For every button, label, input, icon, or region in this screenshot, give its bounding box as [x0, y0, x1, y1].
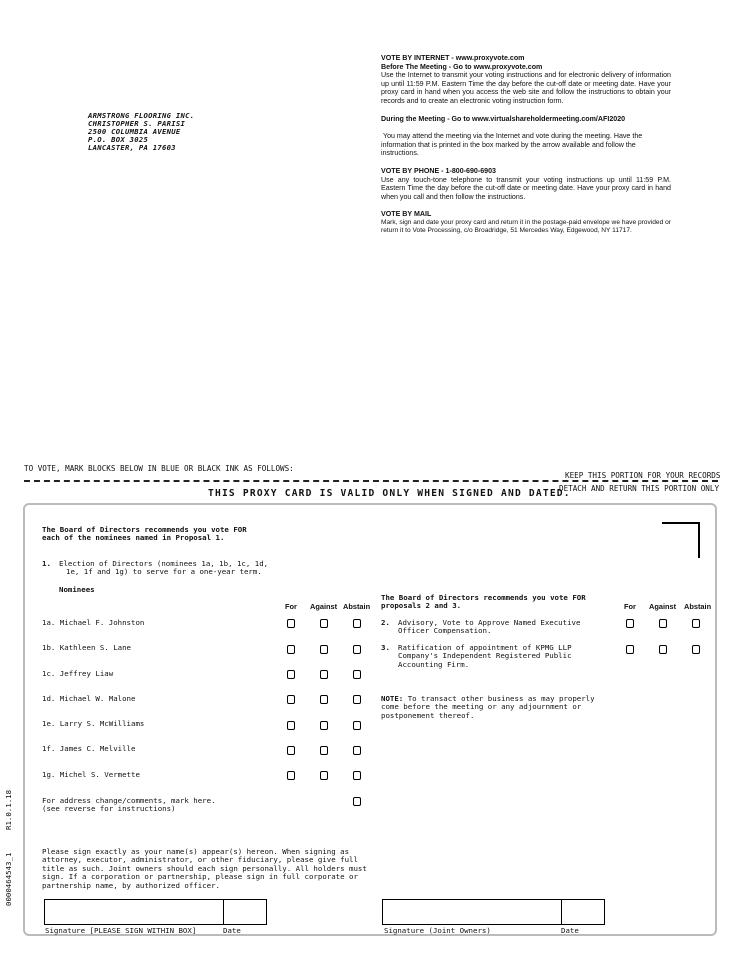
proposal-line: Election of Directors (nominees 1a, 1b, 1c, 1d,: [59, 559, 269, 568]
checkbox-1d-for[interactable]: [287, 695, 295, 704]
checkbox-1e-for[interactable]: [287, 721, 295, 730]
joint-signature-box[interactable]: [382, 899, 605, 925]
checkbox-3-against[interactable]: [659, 645, 667, 654]
vote-mail-title: VOTE BY MAIL: [381, 210, 432, 219]
note-line: postponement thereof.: [381, 710, 475, 720]
board-rec-line: The Board of Directors recommends you vote FOR: [42, 525, 247, 534]
proposal-line: Advisory, Vote to Approve Named Executive: [398, 618, 581, 627]
note-label: NOTE:: [381, 694, 404, 703]
proposal-line: Accounting Firm.: [398, 659, 470, 669]
proposal-number: 1.: [42, 559, 51, 568]
before-meeting-title: Before The Meeting - Go to www.proxyvote.com: [381, 62, 543, 71]
nominee-1d: 1d. Michael W. Malone: [42, 694, 136, 703]
side-rev-code: R1.0.1.18: [4, 789, 13, 830]
checkbox-1e-abstain[interactable]: [353, 721, 361, 730]
checkbox-1b-abstain[interactable]: [353, 645, 361, 654]
corner-mark: [662, 522, 700, 558]
sign-instructions-line: sign. If a corporation or partnership, please sign in full corporate or: [42, 872, 358, 882]
before-meeting-text: Use the Internet to transmit your voting instructions and for electronic delivery of information up until 11:59 P.M. Eastern Time the day before the cut-off date or meeting date. Have your proxy card in hand when you access the web site and follow the instructions to obtain your records and to create an electronic voting instruction form.: [381, 71, 671, 105]
date-divider: [223, 900, 224, 924]
proposal-line: Ratification of appointment of KPMG LLP: [398, 643, 572, 652]
col-against-right: Against: [649, 602, 677, 611]
checkbox-1e-against[interactable]: [320, 721, 328, 730]
nominees-label: Nominees: [59, 585, 95, 594]
checkbox-3-for[interactable]: [626, 645, 634, 654]
checkbox-1c-abstain[interactable]: [353, 670, 361, 679]
checkbox-1d-abstain[interactable]: [353, 695, 361, 704]
proposal-1-text: [59, 560, 268, 577]
checkbox-1g-for[interactable]: [287, 771, 295, 780]
side-doc-code: 0000464543_1: [4, 852, 13, 906]
col-against: Against: [310, 602, 338, 611]
nominee-1b: 1b. Kathleen S. Lane: [42, 643, 131, 652]
date-label: Date: [223, 926, 241, 935]
board-recommendation-2: [381, 594, 586, 611]
proposal-line: Company's Independent Registered Public: [398, 651, 572, 661]
address-change-text: [42, 797, 216, 814]
proposal-line: Officer Compensation.: [398, 626, 492, 636]
voting-instructions: [381, 54, 671, 235]
note-line: come before the meeting or any adjournment or: [381, 702, 582, 712]
nominee-1c: 1c. Jeffrey Liaw: [42, 669, 114, 678]
proposal-1: [42, 560, 51, 568]
sign-instructions-line: attorney, executor, administrator, or other fiduciary, please give full: [42, 855, 358, 865]
sign-instructions-line: Please sign exactly as your name(s) appear(s) hereon. When signing as: [42, 847, 350, 856]
keep-portion-label: KEEP THIS PORTION FOR YOUR RECORDS: [565, 471, 721, 480]
address-line: LANCASTER, PA 17603: [88, 143, 176, 152]
board-recommendation-1: [42, 526, 247, 543]
sign-instructions-line: title as such. Joint owners should each sign personally. All holders must: [42, 863, 367, 873]
address-line: 2500 COLUMBIA AVENUE: [88, 127, 181, 136]
col-for-right: For: [624, 602, 636, 611]
col-for: For: [285, 602, 297, 611]
proposal-line: 1e, 1f and 1g) to serve for a one-year term.: [66, 567, 262, 577]
checkbox-1c-against[interactable]: [320, 670, 328, 679]
checkbox-address-change[interactable]: [353, 797, 361, 806]
vote-phone-title: VOTE BY PHONE - 1-800-690-6903: [381, 166, 496, 175]
checkbox-1b-for[interactable]: [287, 645, 295, 654]
checkbox-1a-for[interactable]: [287, 619, 295, 628]
checkbox-2-for[interactable]: [626, 619, 634, 628]
address-change-line: (see reverse for instructions): [42, 804, 176, 814]
proposal-2-text: [398, 619, 580, 636]
checkbox-1d-against[interactable]: [320, 695, 328, 704]
valid-notice: THIS PROXY CARD IS VALID ONLY WHEN SIGNED AND DATED.: [208, 488, 571, 499]
detach-portion-label: DETACH AND RETURN THIS PORTION ONLY: [559, 484, 720, 493]
checkbox-1f-against[interactable]: [320, 746, 328, 755]
board-rec-line: The Board of Directors recommends you vote FOR: [381, 593, 586, 602]
proposal-3-text: [398, 644, 572, 669]
checkbox-1a-abstain[interactable]: [353, 619, 361, 628]
nominee-1g: 1g. Michel S. Vermette: [42, 770, 140, 779]
address-line: CHRISTOPHER S. PARISI: [88, 119, 186, 128]
note-text: [381, 695, 595, 720]
address-line: P.O. BOX 3025: [88, 135, 149, 144]
checkbox-1b-against[interactable]: [320, 645, 328, 654]
col-abstain-right: Abstain: [684, 602, 712, 611]
detach-line: [24, 480, 718, 482]
sign-instructions: [42, 848, 367, 890]
nominee-1e: 1e. Larry S. McWilliams: [42, 719, 145, 728]
checkbox-1g-abstain[interactable]: [353, 771, 361, 780]
board-rec-line: proposals 2 and 3.: [381, 601, 462, 611]
vote-mail-text: Mark, sign and date your proxy card and return it in the postage-paid envelope we have provided or return it to Vote Processing, c/o Broadridge, 51 Mercedes Way, Edgewood, NY 11717.: [381, 218, 671, 234]
col-abstain: Abstain: [343, 602, 371, 611]
checkbox-1c-for[interactable]: [287, 670, 295, 679]
during-meeting-title: During the Meeting - Go to www.virtualshareholdermeeting.com/AFI2020: [381, 114, 626, 123]
sign-instructions-line: partnership name, by authorized officer.: [42, 880, 220, 890]
address-line: ARMSTRONG FLOORING INC.: [88, 111, 195, 120]
address-change-line: For address change/comments, mark here.: [42, 796, 216, 805]
nominee-1a: 1a. Michael F. Johnston: [42, 618, 145, 627]
signature-box[interactable]: [44, 899, 267, 925]
joint-signature-label: Signature (Joint Owners): [384, 926, 491, 935]
during-meeting-text: You may attend the meeting via the Internet and vote during the meeting. Have the information that is printed in the box marked by the arrow available and follow the instructions.: [381, 132, 645, 158]
board-rec-line: each of the nominees named in Proposal 1.: [42, 533, 225, 543]
vote-phone-text: Use any touch-tone telephone to transmit your voting instructions up until 11:59 P.M. Eastern Time the day before the cut-off date or meeting date. Have your proxy card in hand when you call and then follow the instructions.: [381, 175, 671, 201]
proposal-3-number: 3.: [381, 643, 390, 652]
checkbox-2-against[interactable]: [659, 619, 667, 628]
checkbox-2-abstain[interactable]: [692, 619, 700, 628]
signature-label: Signature [PLEASE SIGN WITHIN BOX]: [45, 926, 197, 935]
nominee-1f: 1f. James C. Melville: [42, 744, 136, 753]
note-line: To transact other business as may properly: [403, 694, 595, 703]
joint-date-label: Date: [561, 926, 579, 935]
date-divider: [561, 900, 562, 924]
checkbox-1a-against[interactable]: [320, 619, 328, 628]
mark-instructions: TO VOTE, MARK BLOCKS BELOW IN BLUE OR BLACK INK AS FOLLOWS:: [24, 464, 294, 473]
return-address: [88, 112, 194, 152]
checkbox-3-abstain[interactable]: [692, 645, 700, 654]
checkbox-1f-for[interactable]: [287, 746, 295, 755]
proposal-2-number: 2.: [381, 618, 390, 627]
checkbox-1g-against[interactable]: [320, 771, 328, 780]
vote-internet-title: VOTE BY INTERNET - www.proxyvote.com: [381, 54, 525, 62]
checkbox-1f-abstain[interactable]: [353, 746, 361, 755]
